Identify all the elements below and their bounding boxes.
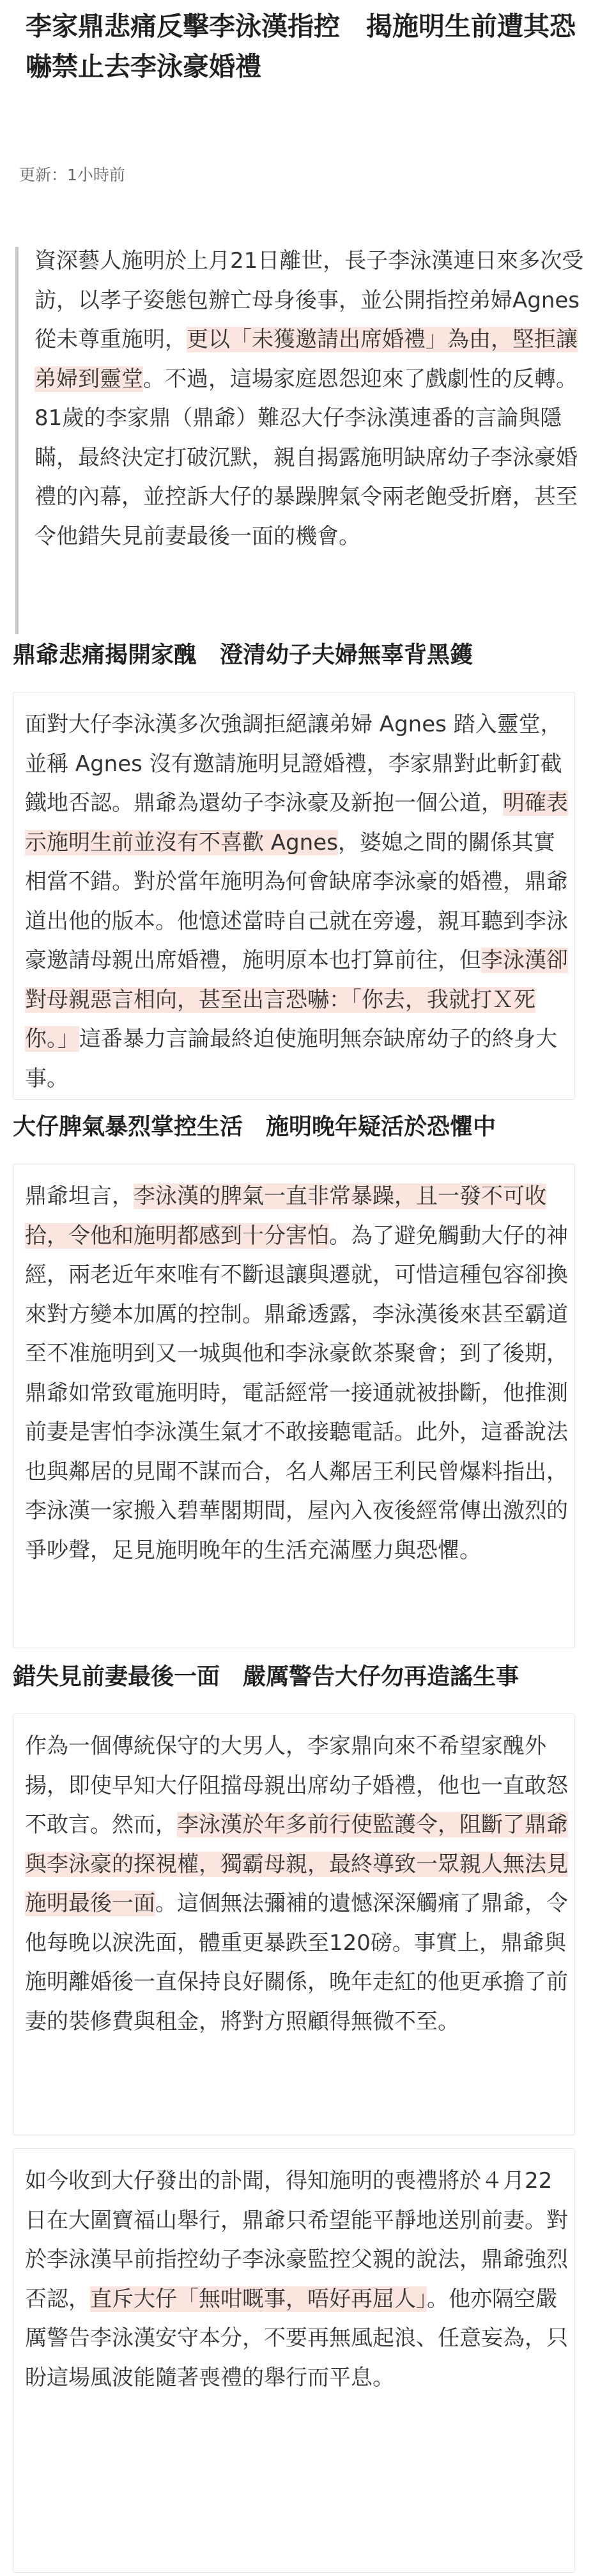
section-1 xyxy=(13,641,588,1101)
section-3-paragraph-1 xyxy=(25,1727,568,2041)
section-2-body xyxy=(13,1164,575,1648)
update-time: 更新：1小時前 xyxy=(19,166,125,184)
section-1-paragraph xyxy=(25,705,568,1098)
s2-highlight-1: 李泳漢的脾氣一直非常暴躁，且一發不可收拾，令他和施明都感到十分害怕 xyxy=(25,1183,546,1249)
s3-highlight-2: 直斥大仔「無咁嘅事，唔好再屈人」 xyxy=(90,2286,427,2312)
s2-text-2: 。為了避免觸動大仔的神經，兩老近年來唯有不斷退讓與遷就，可惜這種包容卻換來對方變本加厲的控制。鼎爺透露，李泳漢後來甚至霸道至不准施明到又一城與他和李泳豪飲茶聚會；到了後期，鼎爺如常致電施明時，電話經常一接通就被掛斷，他推測前妻是害怕李泳漢生氣才不敢接聽電話。此外，這番說法也與鄰居的見聞不謀而合，名人鄰居王利民曾爆料指出，李泳漢一家搬入碧華閣期間，屋內入夜後經常傳出激烈的爭吵聲，足見施明晚年的生活充滿壓力與恐懼。 xyxy=(25,1222,568,1563)
s1-text-1: 面對大仔李泳漢多次強調拒絕讓弟婦 Agnes 踏入靈堂，並稱 Agnes 沒有邀請施明見證婚禮，李家鼎對此斬釘截鐵地否認。鼎爺為還幼子李泳豪及新抱一個公道， xyxy=(25,712,562,816)
s2-text-1: 鼎爺坦言， xyxy=(25,1183,134,1209)
s3-text-2: 。這個無法彌補的遺憾深深觸痛了鼎爺，令他每晚以淚洗面，體重更暴跌至120磅。事實上，鼎爺與施明離婚後一直保持良好關係，晚年走紅的他更承擔了前妻的裝修費與租金，將對方照顧得無微不至。 xyxy=(25,1891,568,2034)
lead-highlight: 更以「未獲邀請出席婚禮」為由，堅拒讓弟婦到靈堂 xyxy=(35,327,578,392)
section-1-heading: 鼎爺悲痛揭開家醜 澄清幼子夫婦無辜背黑鑊 xyxy=(13,642,473,668)
section-3-heading: 錯失見前妻最後一面 嚴厲警告大仔勿再造謠生事 xyxy=(13,1664,519,1690)
s3-text-4: 。他亦隔空嚴厲警告李泳漢安守本分，不要再無風起浪、任意妄為，只盼這場風波能隨著喪禮的舉行而平息。 xyxy=(25,2286,568,2391)
s1-text-2: ，婆媳之間的關係其實相當不錯。對於當年施明為何會缺席李泳豪的婚禮，鼎爺道出他的版本。他憶述當時自己就在旁邊，親耳聽到李泳豪邀請母親出席婚禮，施明原本也打算前往，但 xyxy=(25,829,568,973)
lead-text-2: 。不過，這場家庭恩怨迎來了戲劇性的反轉。81歲的李家鼎（鼎爺）難忍大仔李泳漢連番的言論與隱瞞，最終決定打破沉默，親自揭露施明缺席幼子李泳豪婚禮的內幕，並控訴大仔的暴躁脾氣令兩老飽受折磨，甚至令他錯失見前妻最後一面的機會。 xyxy=(35,366,578,549)
section-3 xyxy=(13,1662,588,2574)
s1-highlight-2: 李泳漢卻對母親惡言相向，甚至出言恐嚇：「你去，我就打Ｘ死你。」 xyxy=(25,948,568,1052)
s3-text-3: 如今收到大仔發出的訃聞，得知施明的喪禮將於４月22日在大圍寶福山舉行，鼎爺只希望能平靜地送別前妻。對於李泳漢早前指控幼子李泳豪監控父親的說法，鼎爺強烈否認， xyxy=(25,2168,568,2312)
s3-highlight-1: 李泳漢於年多前行使監護令，阻斷了鼎爺與李泳豪的探視權，獨霸母親，最終導致一眾親人無法見施明最後一面 xyxy=(25,1812,568,1916)
section-2 xyxy=(13,1112,588,1650)
section-2-paragraph xyxy=(25,1177,568,1570)
section-1-body xyxy=(13,692,575,1100)
section-3-body-1 xyxy=(13,1713,575,2135)
article-headline: 李家鼎悲痛反擊李泳漢指控 揭施明生前遭其恐嚇禁止去李泳豪婚禮 xyxy=(26,11,576,82)
lead-text-1: 資深藝人施明於上月21日離世，長子李泳漢連日來多次受訪，以孝子姿態包辦亡母身後事，並公開指控弟婦Agnes從未尊重施明， xyxy=(35,248,584,352)
section-3-paragraph-2 xyxy=(25,2162,568,2398)
quote-bar xyxy=(15,247,19,634)
s1-text-3: 這番暴力言論最終迫使施明無奈缺席幼子的終身大事。 xyxy=(25,1026,557,1091)
s3-text-1: 作為一個傳統保守的大男人，李家鼎向來不希望家醜外揚，即使早知大仔阻擋母親出席幼子婚禮，他也一直敢怒不敢言。然而， xyxy=(25,1733,568,1838)
section-2-heading: 大仔脾氣暴烈掌控生活 施明晚年疑活於恐懼中 xyxy=(13,1114,496,1140)
s1-highlight-1: 明確表示施明生前並沒有不喜歡 Agnes xyxy=(25,790,568,855)
section-3-body-2 xyxy=(13,2148,575,2573)
lead-paragraph xyxy=(35,242,588,556)
lead-quote-block xyxy=(15,242,590,637)
